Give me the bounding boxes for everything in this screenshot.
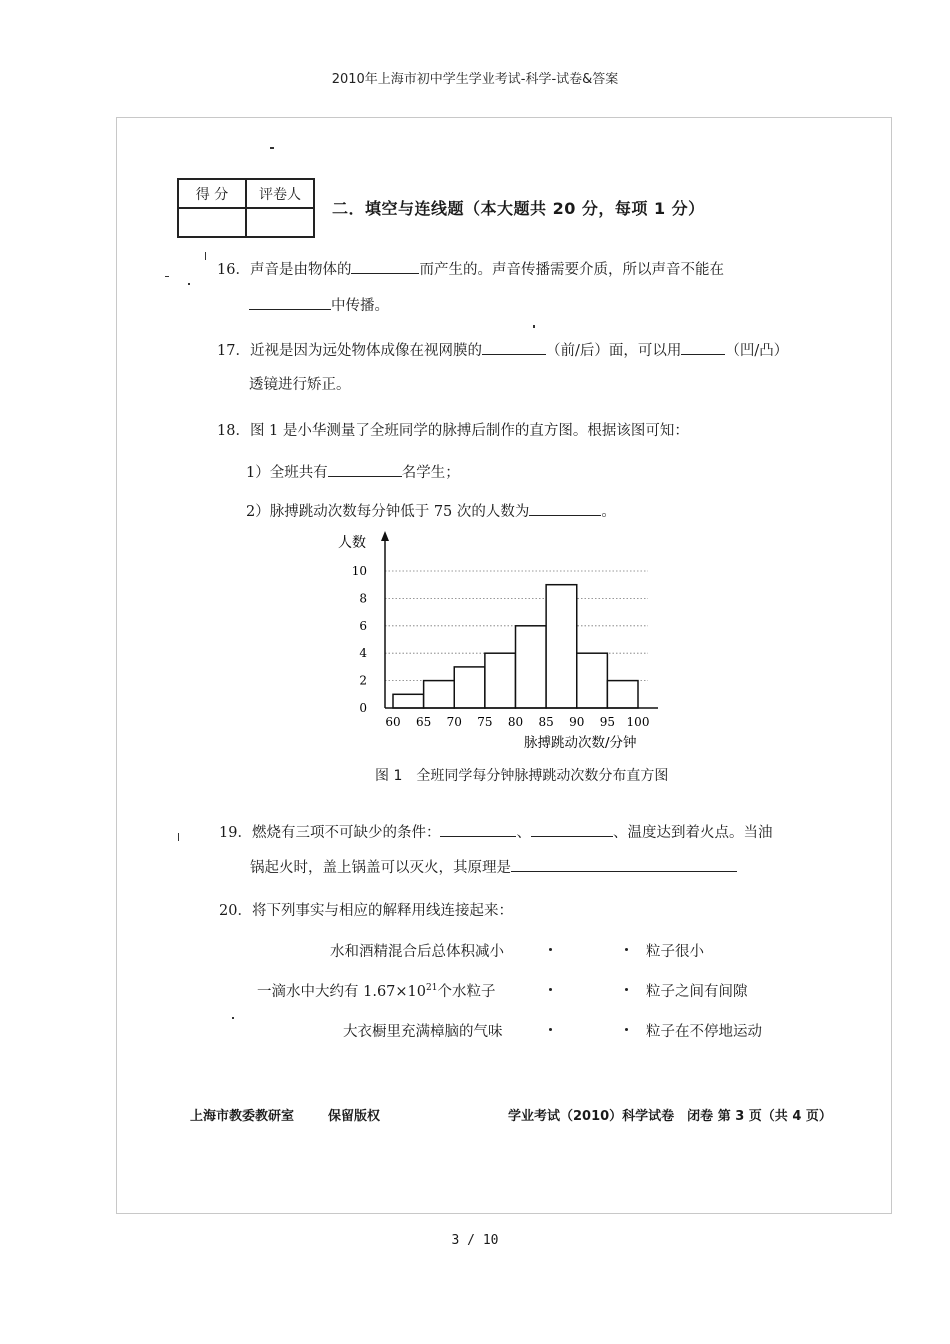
match-dot-left-2[interactable] [549,988,552,991]
histogram-figure [330,525,690,755]
footer-right: 学业考试（2010）科学试卷 闭卷 第 3 页（共 4 页） [508,1109,832,1124]
histogram-bar [546,585,577,708]
scan-speck [270,147,274,149]
score-header: 得 分 [178,179,246,208]
histogram-bar [454,667,485,708]
section-heading: 二．填空与连线题（本大题共 20 分，每项 1 分） [332,199,705,218]
x-tick-label: 80 [507,715,524,729]
y-tick-label: 8 [359,591,367,606]
question-18-sub1 [246,462,460,483]
y-tick-label: 0 [359,701,367,715]
match-fact-2-suffix: 个水粒子 [437,984,496,1000]
question-16-line1 [217,259,724,280]
question-18-intro: 18．图 1 是小华测量了全班同学的脉搏后制作的直方图。根据该图可知： [217,423,689,439]
x-tick-label: 100 [626,715,650,729]
histogram-bar [485,653,516,708]
question-18-sub2 [246,501,616,522]
histogram-chart [330,525,690,755]
x-axis-label: 脉搏跳动次数/分钟 [524,735,637,751]
q18-sub1-text-a: 1）全班共有 [246,465,328,481]
histogram-bar [607,681,638,708]
y-tick-label: 4 [359,646,367,661]
q19-blank-3[interactable] [511,857,737,872]
q16-text-c: 中传播。 [331,298,389,314]
histogram-bar [424,681,455,708]
histogram-bar [577,653,608,708]
scan-speck [205,252,206,260]
y-tick-label: 6 [359,618,367,633]
histogram-bar [393,694,424,708]
q18-sub1-text-b: 名学生； [401,465,460,481]
x-tick-label: 65 [415,715,432,729]
q17-blank-1[interactable] [482,340,546,355]
question-19-line2 [250,857,737,878]
chart-caption: 图 1 全班同学每分钟脉搏跳动次数分布直方图 [375,768,669,784]
x-tick-label: 95 [599,715,616,729]
q17-text-c: （凹/凸） [725,343,789,359]
q19-separator: 、 [516,825,531,841]
x-tick-label: 85 [538,715,554,729]
footer-left [190,1105,380,1124]
match-dot-left-3[interactable] [549,1028,552,1031]
score-cell [178,208,246,237]
q18-sub2-text-b: 。 [601,504,616,520]
match-dot-right-2[interactable] [625,988,628,991]
q19-text-a: 19．燃烧有三项不可缺少的条件： [219,825,441,841]
page-indicator: 3 / 10 [451,1233,499,1248]
q18-sub2-text-a: 2）脉搏跳动次数每分钟低于 75 次的人数为 [246,504,530,520]
question-20-intro: 20．将下列事实与相应的解释用线连接起来： [219,903,513,919]
scan-speck [188,283,190,285]
footer-copyright: 保留版权 [328,1109,381,1124]
q18-blank-2[interactable] [529,501,601,516]
q16-blank-2[interactable] [249,295,331,310]
match-fact-2-base: 一滴水中大约有 1.67×10 [257,984,426,1000]
scan-speck [178,833,179,841]
match-dot-left-1[interactable] [549,948,552,951]
x-tick-label: 90 [569,715,585,729]
match-explanation-1: 粒子很小 [646,944,704,960]
q16-text-a: 16．声音是由物体的 [217,262,352,278]
match-fact-2-exponent: 21 [426,983,438,994]
x-tick-label: 75 [477,715,493,729]
question-17-line2: 透镜进行矫正。 [249,377,351,393]
q19-blank-1[interactable] [440,822,516,837]
q17-blank-2[interactable] [681,340,725,355]
match-explanation-2: 粒子之间有间隙 [646,984,748,1000]
q19-text-b: 、温度达到着火点。当油 [612,825,773,841]
match-explanation-3: 粒子在不停地运动 [646,1024,762,1040]
q16-blank-1[interactable] [351,259,419,274]
y-tick-label: 2 [359,673,367,688]
grader-cell [246,208,314,237]
match-dot-right-1[interactable] [625,948,628,951]
scan-speck [165,276,169,277]
y-tick-label: 10 [351,564,367,578]
document-title: 2010年上海市初中学生学业考试-科学-试卷&答案 [331,72,619,87]
y-axis-arrow [381,531,389,541]
question-17-line1 [217,340,788,361]
x-tick-label: 60 [385,715,401,729]
question-19-line1 [219,822,772,843]
q16-text-b: 而产生的。声音传播需要介质，所以声音不能在 [419,262,724,278]
x-tick-label: 70 [446,715,462,729]
y-axis-label: 人数 [338,535,366,551]
q19-text-c: 锅起火时，盖上锅盖可以灭火，其原理是 [250,860,511,876]
histogram-bar [516,626,547,708]
question-16-line2 [249,295,389,316]
q17-text-b: （前/后）面，可以用 [545,343,682,359]
match-dot-right-3[interactable] [625,1028,628,1031]
q17-text-a: 17．近视是因为远处物体成像在视网膜的 [217,343,482,359]
match-fact-1: 水和酒精混合后总体积减小 [330,944,504,960]
grader-header: 评卷人 [246,179,314,208]
scan-speck [232,1017,234,1019]
score-table [177,178,315,238]
q18-blank-1[interactable] [328,462,402,477]
match-fact-3: 大衣橱里充满樟脑的气味 [343,1024,503,1040]
scan-speck [533,325,535,328]
footer-publisher: 上海市教委教研室 [190,1109,295,1124]
match-fact-2 [257,980,495,1001]
q19-blank-2[interactable] [531,822,613,837]
